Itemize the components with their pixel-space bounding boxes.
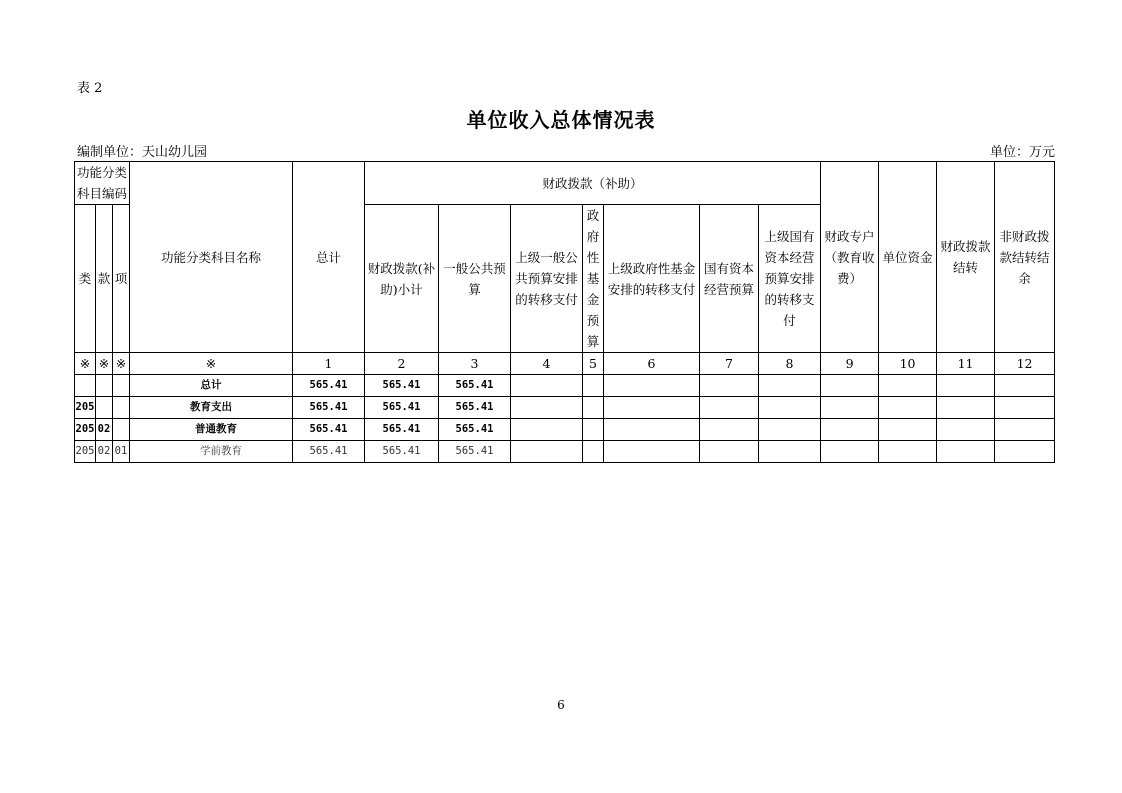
table-row xyxy=(75,419,1055,441)
total-cell: 565.41 xyxy=(293,375,365,397)
index-cell: 2 xyxy=(365,353,439,375)
page-number: 6 xyxy=(557,698,565,712)
index-cell: 11 xyxy=(937,353,995,375)
total-cell: 565.41 xyxy=(293,419,365,441)
code-group-header: 功能分类科目编码 xyxy=(75,162,130,205)
gov-fund-budget-header: 政府性基金预算 xyxy=(583,205,604,353)
total-cell: 565.41 xyxy=(293,397,365,419)
index-cell: 6 xyxy=(604,353,700,375)
index-cell: ※ xyxy=(113,353,130,375)
name-cell: 教育支出 xyxy=(130,397,293,419)
table-row xyxy=(75,441,1055,463)
upper-general-transfer-header: 上级一般公共预算安排的转移支付 xyxy=(511,205,583,353)
index-cell: 7 xyxy=(700,353,759,375)
table-number: 表 2 xyxy=(77,81,103,96)
lei-header: 类 xyxy=(75,205,96,353)
org-label: 编制单位：天山幼儿园 xyxy=(77,145,208,160)
index-cell: ※ xyxy=(75,353,96,375)
table-row xyxy=(75,397,1055,419)
fiscal-subtotal-cell: 565.41 xyxy=(365,397,439,419)
upper-fund-transfer-header: 上级政府性基金安排的转移支付 xyxy=(604,205,700,353)
name-header: 功能分类科目名称 xyxy=(130,162,293,353)
index-cell: 4 xyxy=(511,353,583,375)
index-cell: 5 xyxy=(583,353,604,375)
index-cell: ※ xyxy=(130,353,293,375)
index-cell: ※ xyxy=(96,353,113,375)
lei-cell: 205 xyxy=(75,419,96,441)
xiang-header: 项 xyxy=(113,205,130,353)
index-cell: 12 xyxy=(995,353,1055,375)
general-budget-cell: 565.41 xyxy=(439,419,511,441)
lei-cell xyxy=(75,375,96,397)
index-cell: 8 xyxy=(759,353,821,375)
index-row xyxy=(75,353,1055,375)
fiscal-group-header: 财政拨款（补助） xyxy=(365,162,821,205)
upper-capital-transfer-header: 上级国有资本经营预算安排的转移支付 xyxy=(759,205,821,353)
kuan-cell xyxy=(96,397,113,419)
general-budget-header: 一般公共预算 xyxy=(439,205,511,353)
general-budget-cell: 565.41 xyxy=(439,375,511,397)
index-cell: 1 xyxy=(293,353,365,375)
index-cell: 3 xyxy=(439,353,511,375)
fiscal-subtotal-header: 财政拨款(补助)小计 xyxy=(365,205,439,353)
lei-cell: 205 xyxy=(75,397,96,419)
kuan-cell: 02 xyxy=(96,441,113,463)
unit-funds-header: 单位资金 xyxy=(879,162,937,353)
fiscal-subtotal-cell: 565.41 xyxy=(365,441,439,463)
xiang-cell: 01 xyxy=(113,441,130,463)
xiang-cell xyxy=(113,375,130,397)
fiscal-special-header: 财政专户（教育收费） xyxy=(821,162,879,353)
index-cell: 10 xyxy=(879,353,937,375)
total-cell: 565.41 xyxy=(293,441,365,463)
index-cell: 9 xyxy=(821,353,879,375)
general-budget-cell: 565.41 xyxy=(439,441,511,463)
kuan-cell: 02 xyxy=(96,419,113,441)
xiang-cell xyxy=(113,419,130,441)
name-cell: 普通教育 xyxy=(130,419,293,441)
unit-label: 单位：万元 xyxy=(990,145,1056,160)
xiang-cell xyxy=(113,397,130,419)
fiscal-subtotal-cell: 565.41 xyxy=(365,419,439,441)
name-cell: 学前教育 xyxy=(130,441,293,463)
page-title: 单位收入总体情况表 xyxy=(466,108,656,132)
fiscal-carryover-header: 财政拨款结转 xyxy=(937,162,995,353)
general-budget-cell: 565.41 xyxy=(439,397,511,419)
table-row xyxy=(75,375,1055,397)
header-row-1 xyxy=(75,162,1055,205)
total-header: 总计 xyxy=(293,162,365,353)
lei-cell: 205 xyxy=(75,441,96,463)
nonfiscal-carryover-header: 非财政拨款结转结余 xyxy=(995,162,1055,353)
kuan-cell xyxy=(96,375,113,397)
income-table xyxy=(74,161,1055,463)
name-cell: 总计 xyxy=(130,375,293,397)
state-capital-budget-header: 国有资本经营预算 xyxy=(700,205,759,353)
fiscal-subtotal-cell: 565.41 xyxy=(365,375,439,397)
kuan-header: 款 xyxy=(96,205,113,353)
